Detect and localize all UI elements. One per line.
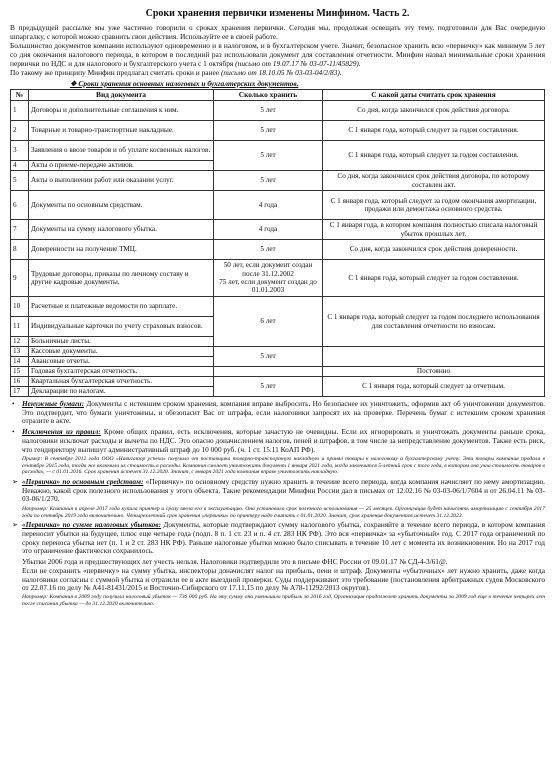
table-row: 6 Документы по основным средствам. 4 года С 1 января года, который следует за годом окончания амортизации, продажи или демонтажа основного средства.	[11, 191, 545, 220]
document-page	[10, 0, 545, 607]
table-row: 12 Больничные листы.	[11, 337, 545, 347]
note-tax-losses: ➢ «Первичка» по сумме налоговых убытков: Документы, которые подтверждают сумму налогового убытка, сохраняйте в течение всего периода, в котором компания переносит убытки на будущее, плюс еще четыре года (подп. 8 п. 1 ст. 23 и п. 4 ст. 283 НК РФ). Это вся «первичка» за «убыточный» год. С 2017 года ограничений по сроку переноса убытка нет (п. 1 и 2 ст. 283 НК РФ). Раньше налоговые убытки можно было списывать в течение 10 лет с момента их возникновения. Но на 2017 год это ограничение фактически сохранилось.	[12, 520, 545, 556]
example-exceptions: Пример: В сентябре 2012 года ООО «Навигатор успеха» получило от поставщика товарно-транспортную накладную и принял товары к налоговому и бухгалтерскому учету. Эти товары компания продала в сентябре 2015 года, тогда же включила их стоимость в расходы. Компания сможет уничтожить документ 1 января 2021 года, когда закончится 5-летний срок с того года, в котором она учла стоимость товаров в расходах, — с 01.01.2016. Срок хранения истечет 31.12.2020. Значит, с января 2021 года компания вправе уничтожить накладную.	[22, 456, 545, 476]
table-row: 5 Акты о выполнении работ или оказании услуг. 5 лет Со дня, когда закончился срок действия договора, по которому составлен акт.	[11, 171, 545, 191]
intro-paragraph-1: В предыдущей рассылке мы уже частично говорили о сроках хранения первички. Сегодня мы, продолжая освещать эту тему, подготовили для Вас очередную шпаргалку, с которой можно сравнить свои действия. Используйте ее в своей работе.	[10, 23, 545, 41]
note-label: «Первичка» по основным средствам:	[22, 477, 144, 486]
bullet-icon: •	[12, 427, 15, 437]
table-row: 11 Индивидуальные карточки по учету страховых взносов.	[11, 317, 545, 337]
note-tax-losses-tail-2: Если не сохранить «первичку» на сумму убытка, инспекторы доначислят налог на прибыль, пени и штраф. Документы «убыточных» лет нужно хранить, даже когда налоговики согласны с суммой убытка и отразили ее в акте выездной проверки. Суды поддерживают это требование (постановления арбитражных судов Московского от 22.07.16 по делу № А41-81431/2015 и Восточно-Сибирского от 17.11.15 по делу № А78-11292/2013 округов).	[22, 565, 545, 593]
table-row: 7 Документы на сумму налогового убытка. 4 года С 1 января года, в котором компания полностью списала налоговый убыток прошлых лет.	[11, 220, 545, 240]
intro-text	[10, 23, 545, 77]
header-count-from: С какой даты считать срок хранения	[323, 90, 545, 101]
example-fixed-assets: Например: Компания в апреле 2017 года купила принтер и сразу ввела его в эксплуатацию. Она установила срок полезного использования — 25 месяцев. Организация будет начислять амортизацию с сентября 2017 года по сентябрь 2019 года включительно. Четырехлетний срок хранения «первички» по принтеру надо считать с 01.01.2020. Значит, срок хранения документов истечет 31.12.2023.	[22, 506, 545, 519]
table-row: 17 Декларации по налогам.	[11, 387, 545, 397]
keep-personnel-after: 50 лет, если документ создан после 31.12.2002	[223, 261, 313, 278]
bullet-icon: •	[12, 399, 15, 408]
keep-personnel-before: 75 лет, если документ создан до 01.01.2003	[219, 278, 317, 295]
table-row: 9 Трудовые договоры, приказы по личному составу и другие кадровые документы. 50 лет, если документ создан после 31.12.2002 75 лет, если документ создан до 01.01.2003 С 1 января года, который следует за годом составления.	[11, 260, 545, 297]
table-row: 13 Кассовые документы. 5 лет	[11, 347, 545, 357]
table-header-row	[11, 90, 545, 101]
table-row: 1 Договоры и дополнительные соглашения к ним. 5 лет Со дня, когда закончился срок действия договора.	[11, 101, 545, 121]
notes-section	[10, 400, 545, 607]
arrow-bullet-icon: ➢	[12, 477, 19, 486]
table-row: 10 Расчетные и платежные ведомости по зарплате. 6 лет С 1 января года, который следует за годом последнего использования для составления отчетности по взносам.	[11, 297, 545, 317]
note-unneeded-papers: • Ненужные бумаги: Документы с истекшим сроком хранения, компания вправе выбросить. Но безопаснее их уничтожить, оформив акт об уничтожении документов. Это подтвердит, что бумаги уничтожены, и обезопасит Вас от штрафа, если налоговики запросят их на проверке. Перечень бумаг с истекшим сроком хранения отразите в акте.	[12, 399, 545, 426]
table-row: 2 Товарные и товарно-транспортные накладные. 5 лет С 1 января года, который следует за годом составления.	[11, 121, 545, 141]
table-row: 4 Акты о приеме-передаче активов.	[11, 161, 545, 171]
note-label: Ненужные бумаги:	[22, 399, 85, 408]
table-row: 15 Годовая бухгалтерская отчетность. Постоянно	[11, 367, 545, 377]
intro-paragraph-3: По такому же принципу Минфин предлагал считать сроки и ранее (письмо от 18.10.05 № 03-03-04/2/83).	[10, 68, 342, 77]
intro-paragraph-2: Большинство документов компании используют одновременно и в налоговом, и в бухгалтерском учете. Значит, безопасное хранить всю «первичку» как минимум 5 лет со дня окончания налогового периода, в котором в последний раз использовали документ для составления отчетности. Минфин назвал минимальные сроки хранения первички по НДС и для налогового и бухгалтерского учета с 1 октября (письмо от 19.07.17 № 03-07-11/45829).	[10, 41, 545, 68]
table-row: 16 Квартальная бухгалтерская отчетность. 5 лет С 1 января года, который следует за отчетным.	[11, 377, 545, 387]
intro-ref-2: (письмо от 18.10.05 № 03-03-04/2/83).	[220, 68, 342, 77]
storage-terms-table	[10, 89, 545, 397]
header-document: Вид документа	[29, 90, 214, 101]
note-fixed-assets: ➢ «Первичка» по основным средствам: «Первичку» по основному средству нужно хранить в течение всего периода, когда компания начисляет по нему амортизацию. Неважно, какой срок полезного использования у этого объекта. Такие рекомендации Минфин России дал в письмах от 12.02.16 № 03-03-06/1/7604 и от 26.04.11 № 03-03-06/1/270.	[12, 477, 546, 504]
keep-personnel	[214, 260, 323, 297]
header-number: №	[11, 90, 29, 101]
header-keep: Сколько хранить	[214, 90, 323, 101]
note-label: Исключения из правил:	[22, 427, 101, 437]
note-tax-losses-tail-1: Убытки 2006 года и предшествующих лет учесть нельзя. Налоговики подтвердили это в письме ФНС России от 09.01.17 № СД-4-3/61@.	[22, 557, 448, 567]
intro-ref-1: (письмо от 19.07.17 № 03-07-11/45829).	[235, 59, 361, 68]
note-label: «Первичка» по сумме налоговых убытков:	[22, 520, 161, 530]
arrow-bullet-icon: ➢	[12, 520, 19, 530]
table-row: 3 Заявления о ввозе товаров и об уплате косвенных налогов. 5 лет С 1 января года, который следует за годом составления.	[11, 141, 545, 161]
example-tax-losses: Например: Компания в 2009 году получила налоговый убыток — 736 000 руб. На эту сумму она уменьшила прибыль за 2016 год. Организация продолжает хранить документы за 2009 год еще в течение четырех лет после списания убытка — до 31.12.2020 включительно.	[22, 593, 545, 607]
table-row: 14 Авансовые отчеты.	[11, 357, 545, 367]
note-exceptions: • Исключения из правил: Кроме общих правил, есть исключения, которые зачастую не очевидны. Если их игнорировать и уничтожать документы раньше срока, налоговики исключат расходы и вычеты по НДС. Это опасно доначислением налогов, пеней и штрафов, в том числе за непредставление документов. Также есть риск, что гендиректору выпишут административный штраф до 10 000 руб. (ч. 1 ст. 15.11 КоАП РФ).	[12, 427, 545, 454]
table-subtitle: ❖ Сроки хранения основных налоговых и бухгалтерских документов.	[70, 79, 299, 88]
page-title: Сроки хранения первички изменены Минфином. Часть 2.	[145, 8, 410, 19]
table-row: 8 Доверенности на получение ТМЦ. 5 лет Со дня, когда закончился срок действия доверенности.	[11, 240, 545, 260]
